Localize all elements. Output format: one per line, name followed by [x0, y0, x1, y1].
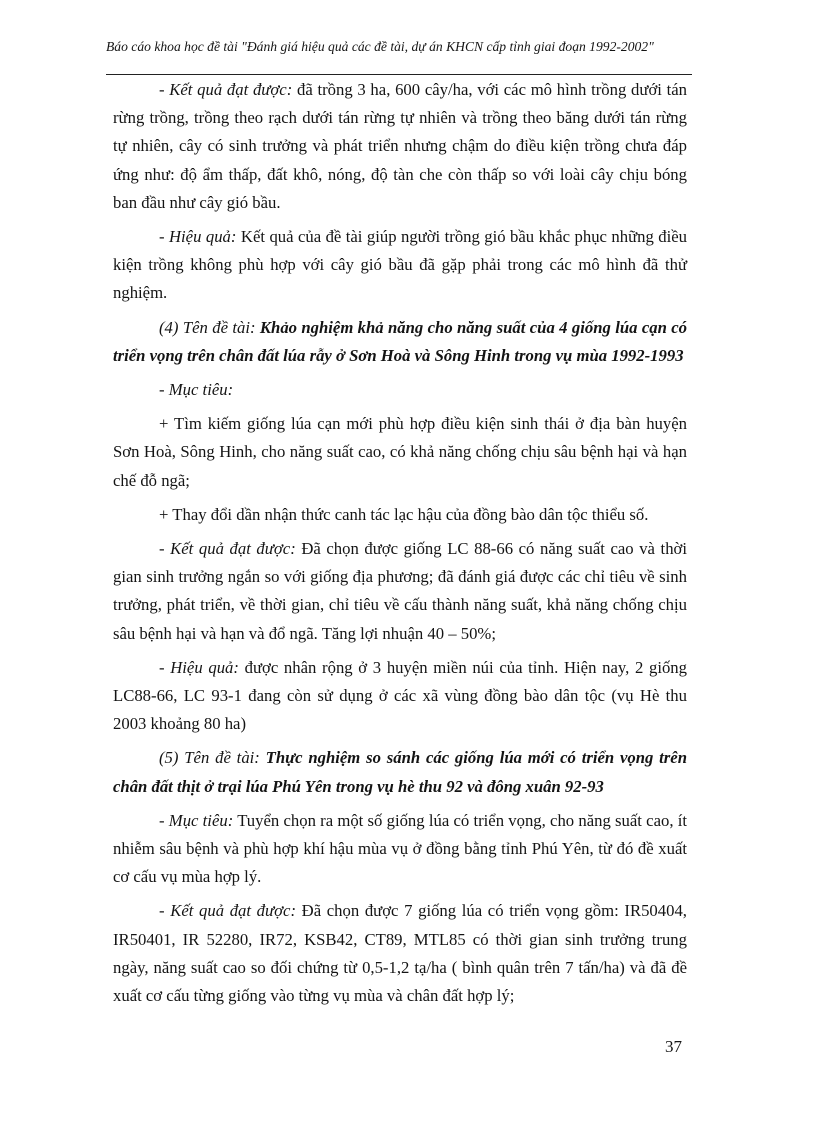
- project-title-4: [113, 314, 687, 370]
- paragraph-objective-3: [113, 807, 687, 892]
- page-number: 37: [665, 1037, 682, 1056]
- label-project: (4) Tên đề tài:: [159, 317, 256, 337]
- label-result: - Kết quả đạt được:: [159, 80, 293, 99]
- label-objective: - Mục tiêu:: [159, 810, 234, 830]
- project-title-5: [113, 744, 687, 800]
- label-result: - Kết quả đạt được:: [159, 901, 296, 921]
- label-project: (5) Tên đề tài:: [159, 748, 260, 768]
- paragraph-text: Đã chọn được giống LC 88-66 có năng suất cao và thời gian sinh trưởng ngắn so với giống địa phương; đã đánh giá được các chỉ tiêu về sinh trưởng, phát triển, về thời gian, chỉ tiêu về cấu thành năng suất, khả năng chống chịu sâu bệnh hại và hạn và đổ ngã. Tăng lợi nhuận 40 – 50%;: [113, 539, 687, 643]
- running-header: Báo cáo khoa học đề tài "Đánh giá hiệu quả các đề tài, dự án KHCN cấp tỉnh giai đoạn 1992-2002": [106, 39, 654, 54]
- project-title-text: Khảo nghiệm khả năng cho năng suất của 4 giống lúa cạn có triển vọng trên chân đất lúa rẫy ở Sơn Hoà và Sông Hinh trong vụ mùa 1992-1993: [113, 317, 687, 365]
- paragraph-objective-1: + Tìm kiếm giống lúa cạn mới phù hợp điều kiện sinh thái ở địa bàn huyện Sơn Hoà, Sông Hinh, cho năng suất cao, có khả năng chống chịu sâu bệnh hại và hạn chế đỗ ngã;: [113, 414, 687, 490]
- paragraph-text: Kết quả của đề tài giúp người trồng gió bầu khắc phục những điều kiện trồng không phù hợp với cây gió bầu đã gặp phải trong các mô hình đã thử nghiệm.: [113, 227, 687, 303]
- paragraph-effect-2: [113, 654, 687, 739]
- paragraph-result-3: [113, 897, 687, 1010]
- paragraph-objective-label: [113, 376, 687, 404]
- paragraph-objective-2: + Thay đổi dần nhận thức canh tác lạc hậu của đồng bào dân tộc thiểu số.: [159, 504, 649, 524]
- paragraph-text: Tuyển chọn ra một số giống lúa có triển vọng, cho năng suất cao, ít nhiễm sâu bệnh và phù hợp khí hậu mùa vụ ở đồng bằng tỉnh Phú Yên, từ đó đề xuất cơ cấu vụ mùa hợp lý.: [113, 810, 688, 887]
- label-objective: - Mục tiêu:: [159, 380, 234, 400]
- project-title-text: Thực nghiệm so sánh các giống lúa mới có triển vọng trên chân đất thịt ở trại lúa Phú Yên trong vụ hè thu 92 và đông xuân 92-93: [113, 748, 687, 796]
- label-effect: - Hiệu quả:: [159, 227, 237, 247]
- paragraph-text: được nhân rộng ở 3 huyện miền núi của tỉnh. Hiện nay, 2 giống LC88-66, LC 93-1 đang còn sử dụng ở các xã vùng đồng bào dân tộc (vụ Hè thu 2003 khoảng 80 ha): [113, 657, 687, 734]
- paragraph-text: Đã chọn được 7 giống lúa có triển vọng gồm: IR50404, IR50401, IR 52280, IR72, KSB42, CT89, MTL85 có thời gian sinh trưởng trung ngày, năng suất cao so đối chứng từ 0,5-1,2 tạ/ha ( bình quân trên 7 tấn/ha) và đã đề xuất cơ cấu từng giống vào từng vụ mùa và chân đất hợp lý;: [113, 901, 687, 1006]
- paragraph-result-1: [113, 76, 687, 217]
- document-body: [113, 76, 687, 1016]
- paragraph-text: đã trồng 3 ha, 600 cây/ha, với các mô hình trồng dưới tán rừng trồng, trồng theo rạch dưới tán rừng tự nhiên và trồng theo băng dưới tán rừng tự nhiên, cây có sinh trưởng và phát triển nhưng chậm do điều kiện trồng chưa đáp ứng như: độ ẩm thấp, đất khô, nóng, độ tàn che còn thấp so với loài cây chịu bóng ban đầu như cây gió bầu.: [113, 80, 688, 212]
- paragraph-result-2: [113, 535, 687, 648]
- label-result: - Kết quả đạt được:: [159, 539, 296, 559]
- header-rule: [106, 74, 692, 75]
- paragraph-effect-1: [113, 223, 687, 308]
- label-effect: - Hiệu quả:: [159, 657, 239, 677]
